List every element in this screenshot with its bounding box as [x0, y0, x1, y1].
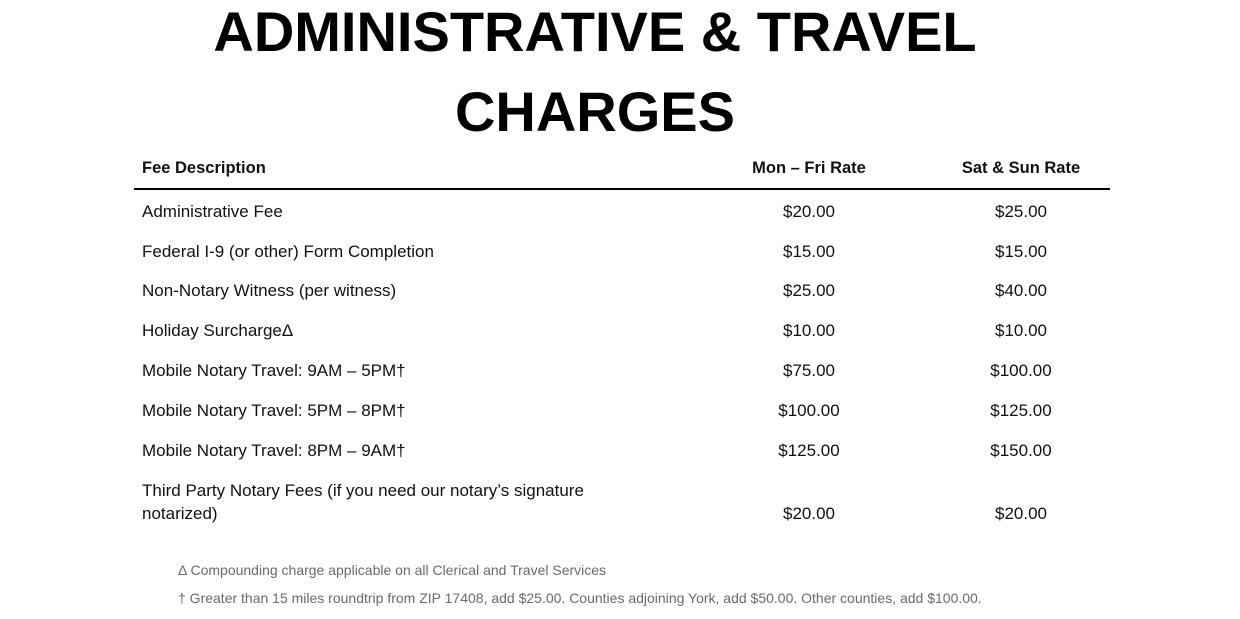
header-fee-description: Fee Description — [142, 159, 266, 177]
weekday-rate: $20.00 — [783, 202, 835, 221]
weekend-rate: $15.00 — [995, 242, 1047, 261]
weekday-rate: $15.00 — [783, 242, 835, 261]
weekday-rate: $10.00 — [783, 321, 835, 340]
fee-description: Administrative Fee — [142, 202, 283, 221]
fee-description: Third Party Notary Fees (if you need our notary’s signature notarized) — [142, 481, 584, 523]
fee-description: Mobile Notary Travel: 5PM – 8PM† — [142, 401, 406, 420]
weekday-rate: $20.00 — [783, 504, 835, 523]
header-weekend-rate: Sat & Sun Rate — [961, 159, 1081, 177]
fee-description: Mobile Notary Travel: 9AM – 5PM† — [142, 361, 406, 380]
page-title-line-1: ADMINISTRATIVE & TRAVEL — [213, 0, 977, 63]
weekend-rate: $20.00 — [995, 504, 1047, 523]
footnote-holiday-surcharge: Δ Compounding charge applicable on all Clerical and Travel Services — [178, 562, 607, 578]
weekend-rate: $150.00 — [990, 441, 1052, 460]
header-weekday-rate: Mon – Fri Rate — [752, 159, 866, 177]
page-title-line-2: CHARGES — [454, 80, 736, 143]
fee-table — [134, 150, 1110, 523]
fee-description: Non-Notary Witness (per witness) — [142, 281, 397, 300]
weekday-rate: $100.00 — [778, 401, 840, 420]
fee-description: Mobile Notary Travel: 8PM – 9AM† — [142, 441, 406, 460]
weekday-rate: $25.00 — [783, 281, 835, 300]
fee-description: Federal I-9 (or other) Form Completion — [142, 242, 434, 261]
footnote-travel-distance: † Greater than 15 miles roundtrip from ZIP 17408, add $25.00. Counties adjoining York, add $50.00. Other counties, add $100.00. — [178, 590, 982, 606]
weekend-rate: $10.00 — [995, 321, 1047, 340]
weekday-rate: $75.00 — [783, 361, 835, 380]
weekend-rate: $100.00 — [990, 361, 1052, 380]
weekend-rate: $125.00 — [990, 401, 1052, 420]
weekend-rate: $40.00 — [995, 281, 1047, 300]
table-header — [134, 150, 1110, 190]
weekend-rate: $25.00 — [995, 202, 1047, 221]
weekday-rate: $125.00 — [778, 441, 840, 460]
fee-description: Holiday SurchargeΔ — [142, 321, 294, 340]
